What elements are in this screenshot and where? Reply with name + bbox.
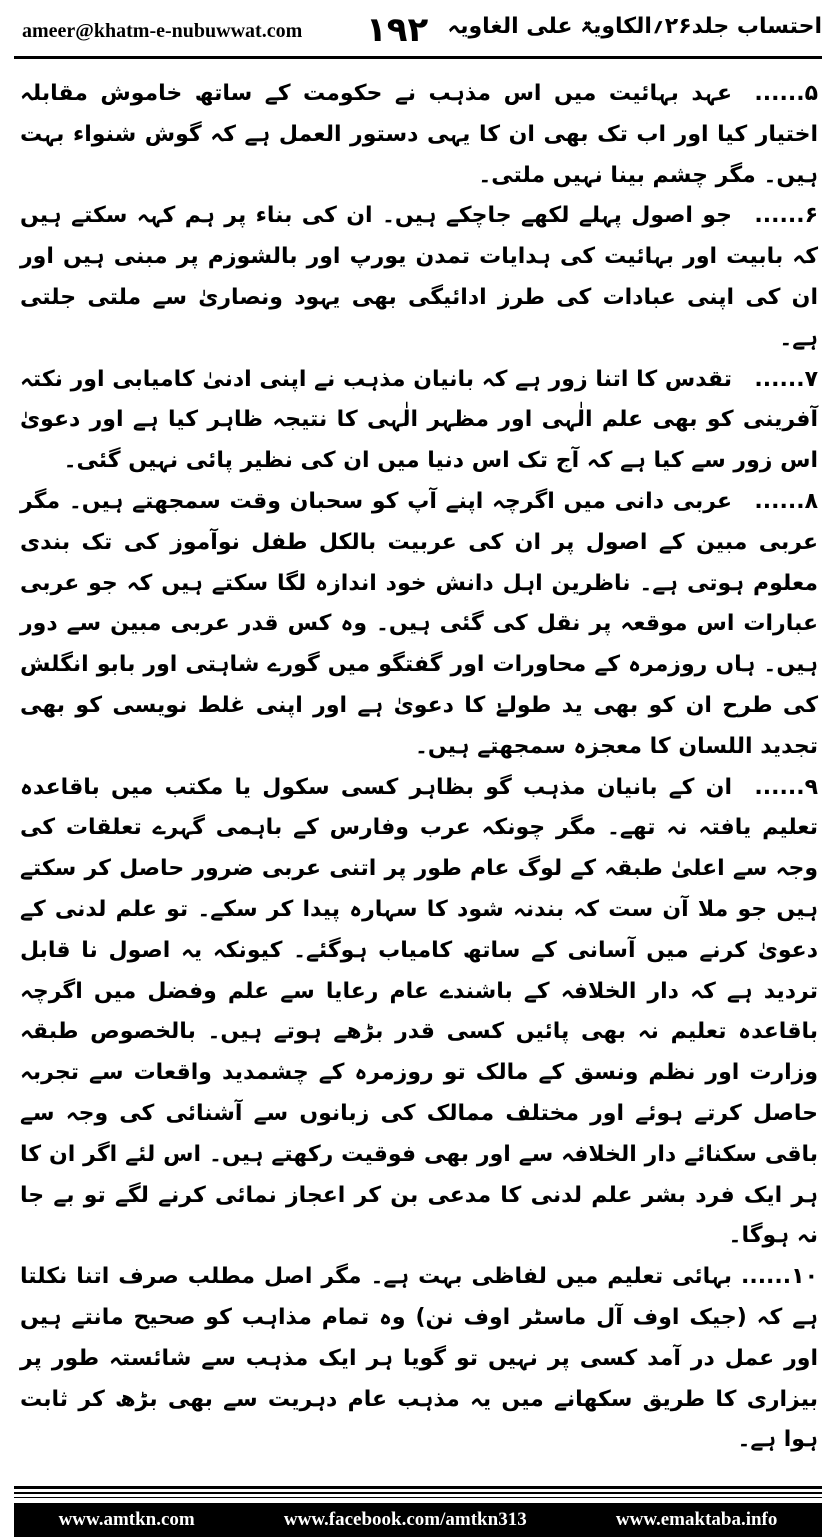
- paragraph-text: عہد بہائیت میں اس مذہب نے حکومت کے ساتھ خاموش مقابلہ اختیار کیا اور اب تک بھی ان کا یہی دستور العمل ہے کہ گوش شنواء بہت ہیں۔ مگر چشم بینا نہیں ملتی۔: [20, 81, 818, 188]
- page-number: ۱۹۲: [366, 10, 429, 50]
- footer-link-website[interactable]: www.amtkn.com: [58, 1509, 195, 1530]
- paragraph-text: عربی دانی میں اگرچہ اپنے آپ کو سحبان وقت سمجھتے ہیں۔ مگر عربی مبین کے اصول پر ان کی عربیت بالکل طفل نوآموز کی تک بندی معلوم ہوتی ہے۔ ناظرین اہل دانش خود اندازہ لگا سکتے ہیں کہ جو عربی عبارات اس موقعہ پر نقل کی گئی ہیں۔ وہ کس قدر عربی مبین سے دور ہیں۔ ہاں روزمرہ کے محاورات اور گفتگو میں گورے شاہتی اور بابو انگلش کی طرح ان کو بھی ید طولےٰ کا دعویٰ ہے اور اپنی غلط نویسی کو بھی تجدید اللسان کا معجزہ سمجھتے ہیں۔: [20, 488, 818, 759]
- footer-rules: [14, 1486, 822, 1498]
- paragraph-number: ۸......: [754, 488, 818, 514]
- paragraph-10: [20, 1257, 818, 1461]
- paragraph-number: ۶......: [754, 203, 818, 229]
- footer-link-emaktaba[interactable]: www.emaktaba.info: [615, 1509, 778, 1530]
- paragraph-number: ۱۰......: [740, 1264, 818, 1290]
- paragraph-number: ۷......: [754, 366, 818, 392]
- paragraph-text: بہائی تعلیم میں لفاظی بہت ہے۔ مگر اصل مطلب صرف اتنا نکلتا ہے کہ (جیک اوف آل ماسٹر اوف نن) وہ تمام مذاہب کو صحیح مانتے ہیں اور عمل در آمد کسی پر نہیں تو گویا ہر ایک مذہب سے شائستہ طور پر بیزاری کا طریق سکھانے میں یہ مذہب عام دہریت سے بھی بڑھ کر ثابت ہوا ہے۔: [20, 1264, 818, 1453]
- footer-link-facebook[interactable]: www.facebook.com/amtkn313: [283, 1509, 527, 1530]
- paragraph-5: [20, 74, 818, 196]
- paragraph-8: [20, 482, 818, 768]
- paragraph-text: تقدس کا اتنا زور ہے کہ بانیان مذہب نے اپنی ادنیٰ کامیابی اور نکتہ آفرینی کو بھی علم الٰہی اور مظہر الٰہی کا نتیجہ ظاہر کیا ہے اور دعویٰ اس زور سے کیا ہے کہ آج تک اس دنیا میں ان کی نظیر پائی نہیں گئی۔: [20, 366, 818, 474]
- running-title: احتساب جلد۲۶؍الکاویۃ علی الغاویہ: [447, 14, 822, 39]
- paragraph-9: [20, 768, 818, 1258]
- paragraph-text: جو اصول پہلے لکھے جاچکے ہیں۔ ان کی بناء پر ہم کہہ سکتے ہیں کہ بابیت اور بہائیت کی ہدایات تمدن یورپ اور بالشوزم پر مبنی ہیں اور ان کی اپنی عبادات کی طرز ادائیگی بھی یہود ونصاریٰ سے ملتی جلتی ہے۔: [20, 203, 818, 351]
- paragraph-6: [20, 196, 818, 359]
- paragraph-number: ۹......: [754, 774, 818, 800]
- article-body: [20, 74, 818, 1461]
- header-rule: [14, 56, 822, 59]
- header-email: ameer@khatm-e-nubuwwat.com: [22, 20, 303, 42]
- paragraph-7: [20, 360, 818, 482]
- paragraph-number: ۵......: [754, 81, 818, 106]
- paragraph-text: ان کے بانیان مذہب گو بظاہر کسی سکول یا مکتب میں باقاعدہ تعلیم یافتہ نہ تھے۔ مگر چونکہ عرب وفارس کے باہمی گہرے تعلقات کی وجہ سے اعلیٰ طبقہ کے لوگ عام طور پر اتنی عربی ضرور حاصل کر سکتے ہیں جو ملا آن ست کہ بندنہ شود کا سہارہ پیدا کر سکے۔ تو علم لدنی کے دعویٰ کرنے میں آسانی کے ساتھ کامیاب ہوگئے۔ کیونکہ یہ اصول نا قابل تردید ہے کہ دار الخلافہ کے باشندے عام رعایا سے علم وفضل میں اگرچہ باقاعدہ تعلیم نہ بھی پائیں کسی قدر بڑھے ہوتے ہیں۔ بالخصوص طبقہ وزارت اور نظم ونسق کے مالک تو روزمرہ کے چشمدید واقعات سے تجربہ حاصل کرتے ہوئے اور مختلف ممالک کی زبانوں سے آشنائی کی وجہ سے باقی سکنائے دار الخلافہ سے اور بھی فوقیت رکھتے ہیں۔ اس لئے اگر ان کا ہر ایک فرد بشر علم لدنی کا مدعی بن کر اعجاز نمائی کرنے لگے تو بے جا نہ ہوگا۔: [20, 774, 818, 1249]
- page-header: [14, 8, 822, 54]
- footer-bar: [14, 1503, 822, 1537]
